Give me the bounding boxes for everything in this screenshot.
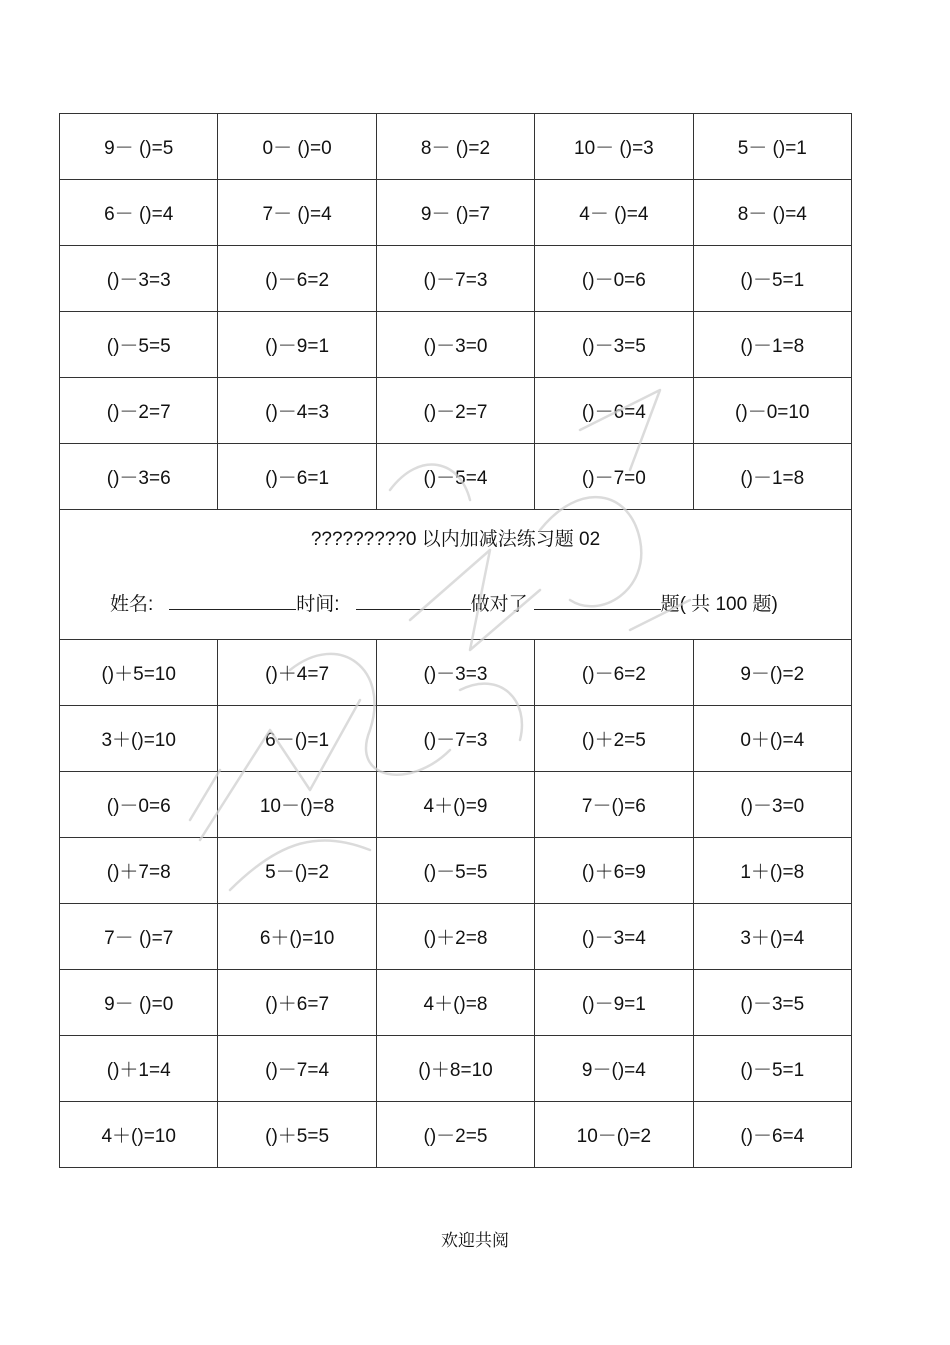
student-info-line xyxy=(110,589,778,616)
problem-cell: 4－ ()=4 xyxy=(535,180,693,246)
problem-cell: ()＋6=7 xyxy=(218,970,376,1036)
problem-cell: ()＋2=8 xyxy=(376,904,534,970)
problem-cell: ()－5=4 xyxy=(376,444,534,510)
problem-cell: ()－6=1 xyxy=(218,444,376,510)
problem-row xyxy=(60,970,852,1036)
problem-cell: 3＋()=10 xyxy=(60,706,218,772)
problem-cell: ()－1=8 xyxy=(693,312,851,378)
name-blank[interactable] xyxy=(169,591,296,610)
problem-cell: 7－ ()=4 xyxy=(218,180,376,246)
problem-cell: ()＋6=9 xyxy=(535,838,693,904)
problem-cell: 8－ ()=2 xyxy=(376,114,534,180)
problem-cell: ()－7=4 xyxy=(218,1036,376,1102)
problem-row xyxy=(60,1036,852,1102)
problem-cell: ()－3=3 xyxy=(60,246,218,312)
problem-cell: ()－9=1 xyxy=(535,970,693,1036)
problem-cell: ()＋7=8 xyxy=(60,838,218,904)
worksheet-header xyxy=(60,510,852,640)
problem-cell: ()＋5=5 xyxy=(218,1102,376,1168)
worksheet-table xyxy=(59,113,852,1168)
problem-cell: ()－3=5 xyxy=(693,970,851,1036)
problem-cell: ()－4=3 xyxy=(218,378,376,444)
name-label: 姓名: xyxy=(110,594,154,615)
problem-row xyxy=(60,114,852,180)
worksheet-title: ?????????0 以内加减法练习题 02 xyxy=(310,529,601,550)
header-row xyxy=(60,510,852,640)
correct-label: 做对了 xyxy=(470,594,528,615)
problem-cell: ()－3=5 xyxy=(535,312,693,378)
problem-row xyxy=(60,180,852,246)
problem-cell: 3＋()=4 xyxy=(693,904,851,970)
problem-cell: 10－()=2 xyxy=(535,1102,693,1168)
problem-cell: 9－ ()=0 xyxy=(60,970,218,1036)
problem-cell: ()＋8=10 xyxy=(376,1036,534,1102)
problem-cell: ()－5=5 xyxy=(376,838,534,904)
problem-cell: 6＋()=10 xyxy=(218,904,376,970)
problem-row xyxy=(60,772,852,838)
problem-cell: ()－0=10 xyxy=(693,378,851,444)
problem-cell: 8－ ()=4 xyxy=(693,180,851,246)
problem-cell: ()－3=6 xyxy=(60,444,218,510)
problem-cell: 4＋()=8 xyxy=(376,970,534,1036)
problem-cell: 6－ ()=4 xyxy=(60,180,218,246)
problem-cell: ()－0=6 xyxy=(60,772,218,838)
problem-row xyxy=(60,1102,852,1168)
problem-row xyxy=(60,904,852,970)
problem-cell: ()－5=1 xyxy=(693,1036,851,1102)
problem-cell: ()－7=0 xyxy=(535,444,693,510)
problem-cell: 0－ ()=0 xyxy=(218,114,376,180)
problem-cell: 10－ ()=3 xyxy=(535,114,693,180)
problem-cell: ()－7=3 xyxy=(376,246,534,312)
problem-cell: ()－3=3 xyxy=(376,640,534,706)
problem-cell: 5－()=2 xyxy=(218,838,376,904)
problem-cell: ()－6=4 xyxy=(535,378,693,444)
problem-cell: 7－()=6 xyxy=(535,772,693,838)
problem-cell: 6－()=1 xyxy=(218,706,376,772)
problem-row xyxy=(60,312,852,378)
problem-cell: ()－3=0 xyxy=(693,772,851,838)
problem-cell: ()＋4=7 xyxy=(218,640,376,706)
problem-cell: 1＋()=8 xyxy=(693,838,851,904)
problem-cell: ()－3=0 xyxy=(376,312,534,378)
time-label: 时间: xyxy=(296,594,340,615)
problem-cell: 10－()=8 xyxy=(218,772,376,838)
top-problems xyxy=(60,114,852,510)
problem-row xyxy=(60,444,852,510)
bottom-problems xyxy=(60,640,852,1168)
problem-cell: ()－6=2 xyxy=(535,640,693,706)
problem-cell: ()－5=5 xyxy=(60,312,218,378)
problem-cell: ()－7=3 xyxy=(376,706,534,772)
problem-cell: 4＋()=9 xyxy=(376,772,534,838)
problem-cell: ()－3=4 xyxy=(535,904,693,970)
problem-cell: 9－ ()=7 xyxy=(376,180,534,246)
total-label: 题( 共 100 题) xyxy=(660,594,778,615)
problem-cell: ()－6=2 xyxy=(218,246,376,312)
problem-cell: ()－2=5 xyxy=(376,1102,534,1168)
problem-row xyxy=(60,246,852,312)
problem-cell: 9－ ()=5 xyxy=(60,114,218,180)
problem-cell: ()－1=8 xyxy=(693,444,851,510)
problem-cell: 9－()=4 xyxy=(535,1036,693,1102)
problem-row xyxy=(60,706,852,772)
correct-count-blank[interactable] xyxy=(534,591,661,610)
problem-cell: 5－ ()=1 xyxy=(693,114,851,180)
problem-cell: ()＋1=4 xyxy=(60,1036,218,1102)
problem-row xyxy=(60,640,852,706)
problem-cell: 4＋()=10 xyxy=(60,1102,218,1168)
problem-cell: 9－()=2 xyxy=(693,640,851,706)
time-blank[interactable] xyxy=(356,591,471,610)
problem-cell: ()＋2=5 xyxy=(535,706,693,772)
problem-cell: ()－2=7 xyxy=(60,378,218,444)
problem-cell: ()＋5=10 xyxy=(60,640,218,706)
page-footer: 欢迎共阅 xyxy=(441,1231,509,1251)
problem-cell: ()－0=6 xyxy=(535,246,693,312)
problem-cell: ()－5=1 xyxy=(693,246,851,312)
header-cell xyxy=(60,510,852,640)
problem-row xyxy=(60,838,852,904)
problem-cell: ()－2=7 xyxy=(376,378,534,444)
problem-cell: ()－9=1 xyxy=(218,312,376,378)
problem-row xyxy=(60,378,852,444)
problem-cell: 0＋()=4 xyxy=(693,706,851,772)
problem-cell: 7－ ()=7 xyxy=(60,904,218,970)
problem-cell: ()－6=4 xyxy=(693,1102,851,1168)
